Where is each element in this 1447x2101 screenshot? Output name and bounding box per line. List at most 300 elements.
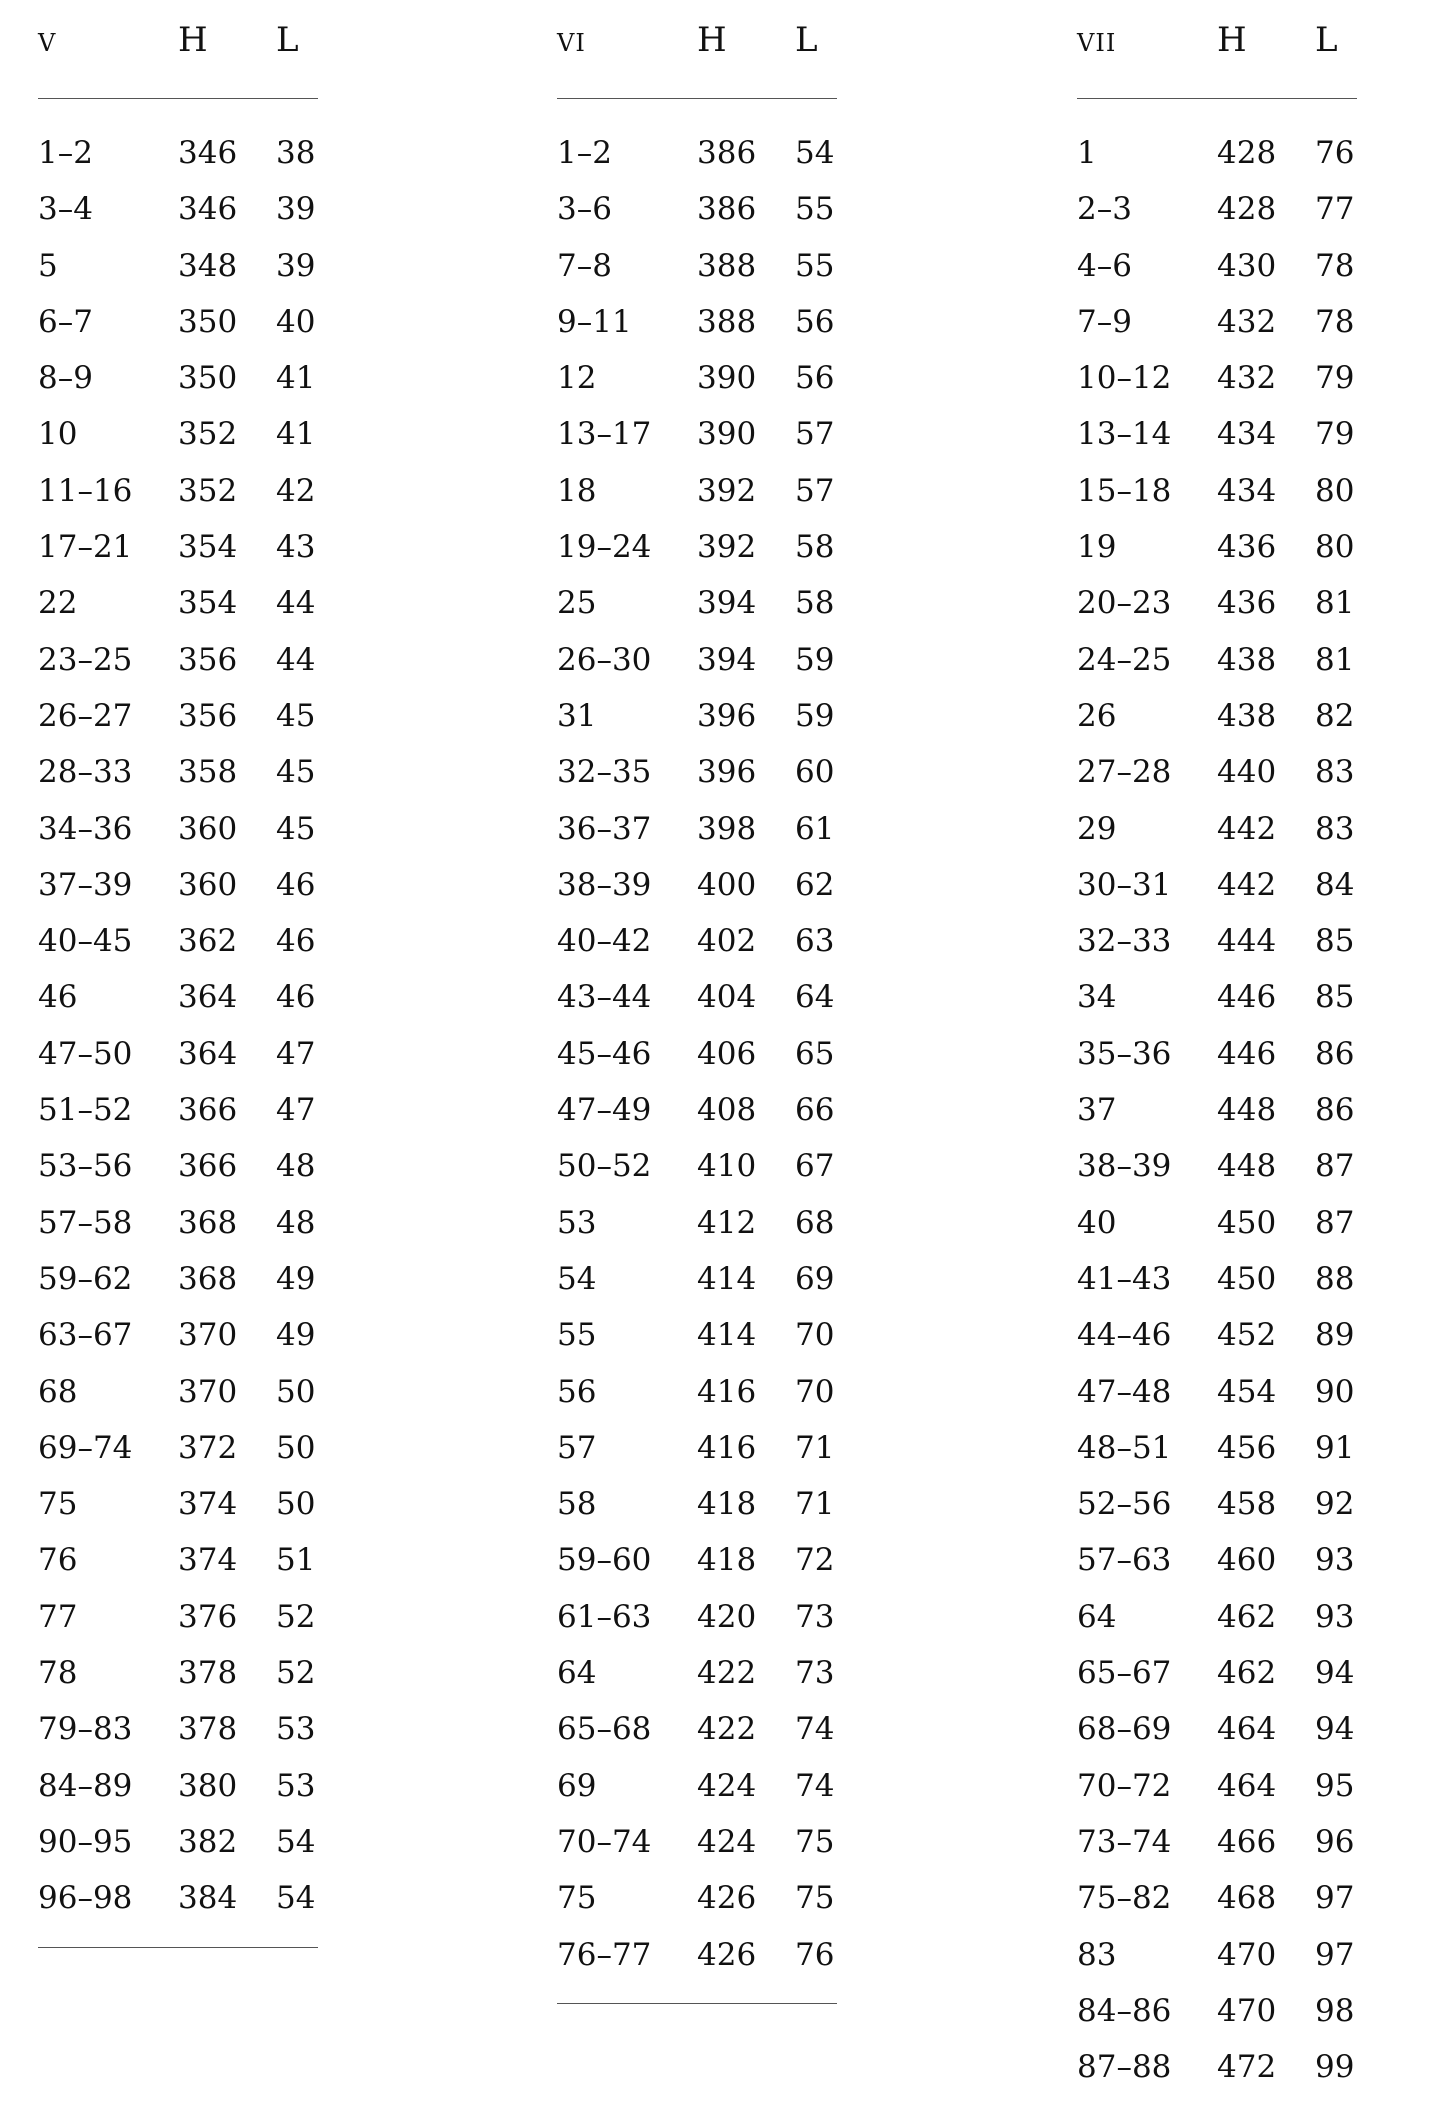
table-row xyxy=(557,187,847,243)
h-page: 400 xyxy=(697,866,757,903)
h-page: 406 xyxy=(697,1035,757,1072)
section-range: 13–17 xyxy=(557,416,652,453)
section-heading: v xyxy=(38,20,57,60)
h-page: 388 xyxy=(697,247,757,284)
footer-rule xyxy=(38,1947,318,1948)
l-page: 92 xyxy=(1315,1486,1355,1523)
section-range: 34–36 xyxy=(38,810,133,847)
l-page: 89 xyxy=(1315,1317,1355,1354)
section-range: 26–30 xyxy=(557,641,652,678)
section-heading: vii xyxy=(1077,20,1117,60)
h-page: 450 xyxy=(1217,1204,1277,1241)
l-page: 95 xyxy=(1315,1767,1355,1804)
h-page: 356 xyxy=(178,697,238,734)
table-row xyxy=(557,1144,847,1200)
table-row xyxy=(1077,300,1367,356)
section-range: 4–6 xyxy=(1077,247,1132,284)
table-row xyxy=(557,1088,847,1144)
table-row xyxy=(38,1482,328,1538)
h-page: 352 xyxy=(178,416,238,453)
l-page: 41 xyxy=(276,360,316,397)
table-row xyxy=(557,412,847,468)
table-row xyxy=(38,863,328,919)
h-page: 422 xyxy=(697,1711,757,1748)
table-row xyxy=(38,356,328,412)
h-page: 380 xyxy=(178,1767,238,1804)
h-page: 416 xyxy=(697,1429,757,1466)
section-range: 84–86 xyxy=(1077,1992,1172,2029)
section-range: 6–7 xyxy=(38,303,93,340)
table-row xyxy=(557,1933,847,1989)
h-page: 366 xyxy=(178,1092,238,1129)
table-row xyxy=(1077,1482,1367,1538)
h-page: 370 xyxy=(178,1373,238,1410)
section-range: 5 xyxy=(38,247,58,284)
h-page: 392 xyxy=(697,529,757,566)
h-page: 408 xyxy=(697,1092,757,1129)
h-page: 468 xyxy=(1217,1880,1277,1917)
l-page: 70 xyxy=(795,1317,835,1354)
table-row xyxy=(557,131,847,187)
h-page: 442 xyxy=(1217,810,1277,847)
table-row xyxy=(557,1370,847,1426)
section-range: 65–67 xyxy=(1077,1655,1172,1692)
table-row xyxy=(38,1088,328,1144)
l-page: 83 xyxy=(1315,754,1355,791)
h-page: 448 xyxy=(1217,1092,1277,1129)
section-range: 44–46 xyxy=(1077,1317,1172,1354)
table-row xyxy=(1077,863,1367,919)
h-page: 346 xyxy=(178,135,238,171)
l-page: 69 xyxy=(795,1260,835,1297)
l-page: 83 xyxy=(1315,810,1355,847)
l-page: 78 xyxy=(1315,303,1355,340)
section-range: 57–63 xyxy=(1077,1542,1172,1579)
table-row xyxy=(1077,638,1367,694)
l-page: 86 xyxy=(1315,1092,1355,1129)
table-row xyxy=(38,1032,328,1088)
l-page: 39 xyxy=(276,191,316,228)
h-page: 352 xyxy=(178,472,238,509)
section-range: 84–89 xyxy=(38,1767,133,1804)
l-page: 93 xyxy=(1315,1598,1355,1635)
section-range: 55 xyxy=(557,1317,597,1354)
l-heading: L xyxy=(795,20,818,60)
section-range: 36–37 xyxy=(557,810,652,847)
l-page: 79 xyxy=(1315,360,1355,397)
concordance-rows xyxy=(1077,131,1367,2101)
h-page: 414 xyxy=(697,1317,757,1354)
h-page: 398 xyxy=(697,810,757,847)
h-page: 396 xyxy=(697,754,757,791)
l-page: 88 xyxy=(1315,1260,1355,1297)
table-row xyxy=(557,1820,847,1876)
l-page: 85 xyxy=(1315,923,1355,960)
l-page: 46 xyxy=(276,866,316,903)
l-page: 45 xyxy=(276,810,316,847)
table-row xyxy=(38,187,328,243)
table-row xyxy=(1077,131,1367,187)
l-page: 39 xyxy=(276,247,316,284)
h-page: 386 xyxy=(697,135,757,171)
h-page: 354 xyxy=(178,529,238,566)
l-page: 48 xyxy=(276,1148,316,1185)
l-page: 53 xyxy=(276,1711,316,1748)
section-range: 59–62 xyxy=(38,1260,133,1297)
l-page: 97 xyxy=(1315,1936,1355,1973)
section-range: 69–74 xyxy=(38,1429,133,1466)
h-page: 456 xyxy=(1217,1429,1277,1466)
h-page: 354 xyxy=(178,585,238,622)
l-page: 49 xyxy=(276,1317,316,1354)
l-page: 51 xyxy=(276,1542,316,1579)
table-row xyxy=(38,1876,328,1932)
l-page: 97 xyxy=(1315,1880,1355,1917)
table-row xyxy=(557,581,847,637)
h-page: 360 xyxy=(178,810,238,847)
l-page: 82 xyxy=(1315,697,1355,734)
section-range: 40 xyxy=(1077,1204,1117,1241)
table-row xyxy=(1077,807,1367,863)
section-range: 65–68 xyxy=(557,1711,652,1748)
h-page: 366 xyxy=(178,1148,238,1185)
h-page: 444 xyxy=(1217,923,1277,960)
table-row xyxy=(38,638,328,694)
table-row xyxy=(38,1144,328,1200)
l-page: 98 xyxy=(1315,1992,1355,2029)
h-page: 424 xyxy=(697,1823,757,1860)
table-row xyxy=(557,1426,847,1482)
section-range: 37 xyxy=(1077,1092,1117,1129)
l-page: 81 xyxy=(1315,585,1355,622)
h-page: 438 xyxy=(1217,697,1277,734)
section-range: 61–63 xyxy=(557,1598,652,1635)
h-page: 436 xyxy=(1217,585,1277,622)
table-row xyxy=(557,1201,847,1257)
table-row xyxy=(1077,1201,1367,1257)
h-page: 446 xyxy=(1217,1035,1277,1072)
section-range: 96–98 xyxy=(38,1880,133,1917)
table-row xyxy=(557,525,847,581)
h-page: 460 xyxy=(1217,1542,1277,1579)
table-row xyxy=(1077,919,1367,975)
table-row xyxy=(557,1651,847,1707)
table-row xyxy=(1077,750,1367,806)
column-header xyxy=(1077,18,1367,62)
column-header xyxy=(38,18,328,62)
h-page: 368 xyxy=(178,1204,238,1241)
l-page: 44 xyxy=(276,641,316,678)
table-row xyxy=(38,1595,328,1651)
l-page: 85 xyxy=(1315,979,1355,1016)
h-page: 378 xyxy=(178,1655,238,1692)
l-page: 44 xyxy=(276,585,316,622)
header-rule xyxy=(557,98,837,99)
table-row xyxy=(557,919,847,975)
table-row xyxy=(1077,1707,1367,1763)
table-row xyxy=(557,638,847,694)
section-range: 13–14 xyxy=(1077,416,1172,453)
table-row xyxy=(38,919,328,975)
l-page: 55 xyxy=(795,191,835,228)
table-row xyxy=(1077,1426,1367,1482)
l-page: 40 xyxy=(276,303,316,340)
h-page: 370 xyxy=(178,1317,238,1354)
h-page: 412 xyxy=(697,1204,757,1241)
l-page: 47 xyxy=(276,1092,316,1129)
table-row xyxy=(38,750,328,806)
section-range: 79–83 xyxy=(38,1711,133,1748)
l-page: 76 xyxy=(1315,135,1355,171)
section-range: 1 xyxy=(1077,135,1097,171)
table-row xyxy=(38,1257,328,1313)
table-row xyxy=(1077,244,1367,300)
l-page: 73 xyxy=(795,1598,835,1635)
table-row xyxy=(1077,1933,1367,1989)
section-range: 12 xyxy=(557,360,597,397)
table-row xyxy=(1077,525,1367,581)
l-page: 73 xyxy=(795,1655,835,1692)
l-page: 41 xyxy=(276,416,316,453)
table-row xyxy=(38,244,328,300)
table-row xyxy=(557,300,847,356)
table-row xyxy=(1077,975,1367,1031)
l-page: 78 xyxy=(1315,247,1355,284)
h-page: 388 xyxy=(697,303,757,340)
header-rule xyxy=(38,98,318,99)
table-row xyxy=(38,1313,328,1369)
section-range: 34 xyxy=(1077,979,1117,1016)
l-page: 62 xyxy=(795,866,835,903)
section-range: 70–72 xyxy=(1077,1767,1172,1804)
section-range: 75–82 xyxy=(1077,1880,1172,1917)
section-range: 76–77 xyxy=(557,1936,652,1973)
section-range: 1–2 xyxy=(38,135,93,171)
l-page: 53 xyxy=(276,1767,316,1804)
l-page: 94 xyxy=(1315,1655,1355,1692)
h-page: 450 xyxy=(1217,1260,1277,1297)
section-range: 75 xyxy=(38,1486,78,1523)
section-range: 10 xyxy=(38,416,78,453)
table-row xyxy=(557,1257,847,1313)
l-page: 52 xyxy=(276,1655,316,1692)
section-range: 8–9 xyxy=(38,360,93,397)
table-row xyxy=(557,469,847,525)
l-page: 57 xyxy=(795,416,835,453)
section-range: 11–16 xyxy=(38,472,133,509)
section-range: 7–8 xyxy=(557,247,612,284)
l-page: 50 xyxy=(276,1486,316,1523)
section-range: 43–44 xyxy=(557,979,652,1016)
l-page: 56 xyxy=(795,360,835,397)
section-range: 51–52 xyxy=(38,1092,133,1129)
h-page: 470 xyxy=(1217,1936,1277,1973)
column-header xyxy=(557,18,847,62)
table-row xyxy=(557,1707,847,1763)
l-page: 66 xyxy=(795,1092,835,1129)
h-page: 410 xyxy=(697,1148,757,1185)
h-page: 396 xyxy=(697,697,757,734)
section-range: 15–18 xyxy=(1077,472,1172,509)
h-page: 426 xyxy=(697,1936,757,1973)
l-page: 52 xyxy=(276,1598,316,1635)
section-range: 40–45 xyxy=(38,923,133,960)
h-page: 362 xyxy=(178,923,238,960)
table-row xyxy=(1077,187,1367,243)
h-page: 452 xyxy=(1217,1317,1277,1354)
h-page: 376 xyxy=(178,1598,238,1635)
section-range: 46 xyxy=(38,979,78,1016)
h-page: 440 xyxy=(1217,754,1277,791)
h-page: 436 xyxy=(1217,529,1277,566)
h-page: 422 xyxy=(697,1655,757,1692)
concordance-rows xyxy=(557,131,847,1989)
section-range: 83 xyxy=(1077,1936,1117,1973)
section-range: 56 xyxy=(557,1373,597,1410)
section-range: 32–33 xyxy=(1077,923,1172,960)
l-page: 50 xyxy=(276,1373,316,1410)
table-row xyxy=(38,1370,328,1426)
l-page: 43 xyxy=(276,529,316,566)
section-range: 9–11 xyxy=(557,303,632,340)
h-page: 472 xyxy=(1217,2049,1277,2086)
h-page: 454 xyxy=(1217,1373,1277,1410)
table-row xyxy=(38,1764,328,1820)
l-page: 60 xyxy=(795,754,835,791)
l-page: 68 xyxy=(795,1204,835,1241)
section-range: 59–60 xyxy=(557,1542,652,1579)
section-range: 25 xyxy=(557,585,597,622)
l-page: 75 xyxy=(795,1823,835,1860)
section-heading: vi xyxy=(557,20,586,60)
h-page: 394 xyxy=(697,641,757,678)
table-row xyxy=(38,694,328,750)
table-row xyxy=(38,1820,328,1876)
section-range: 29 xyxy=(1077,810,1117,847)
section-range: 22 xyxy=(38,585,78,622)
l-page: 54 xyxy=(795,135,835,171)
table-row xyxy=(1077,1088,1367,1144)
section-range: 53 xyxy=(557,1204,597,1241)
table-row xyxy=(1077,1370,1367,1426)
section-range: 31 xyxy=(557,697,597,734)
l-page: 76 xyxy=(795,1936,835,1973)
section-range: 3–6 xyxy=(557,191,612,228)
l-page: 71 xyxy=(795,1486,835,1523)
h-page: 462 xyxy=(1217,1598,1277,1635)
h-page: 348 xyxy=(178,247,238,284)
table-row xyxy=(1077,581,1367,637)
h-page: 424 xyxy=(697,1767,757,1804)
section-range: 35–36 xyxy=(1077,1035,1172,1072)
section-range: 38–39 xyxy=(1077,1148,1172,1185)
table-row xyxy=(557,1595,847,1651)
l-page: 87 xyxy=(1315,1148,1355,1185)
l-page: 50 xyxy=(276,1429,316,1466)
h-page: 442 xyxy=(1217,866,1277,903)
h-page: 418 xyxy=(697,1542,757,1579)
h-page: 428 xyxy=(1217,135,1277,171)
h-page: 360 xyxy=(178,866,238,903)
section-range: 57 xyxy=(557,1429,597,1466)
table-row xyxy=(557,1876,847,1932)
l-page: 86 xyxy=(1315,1035,1355,1072)
table-row xyxy=(1077,1989,1367,2045)
section-range: 77 xyxy=(38,1598,78,1635)
l-page: 81 xyxy=(1315,641,1355,678)
section-range: 63–67 xyxy=(38,1317,133,1354)
l-page: 65 xyxy=(795,1035,835,1072)
table-row xyxy=(1077,2045,1367,2101)
l-page: 77 xyxy=(1315,191,1355,228)
section-range: 38–39 xyxy=(557,866,652,903)
section-range: 17–21 xyxy=(38,529,133,566)
table-row xyxy=(1077,694,1367,750)
section-range: 28–33 xyxy=(38,754,133,791)
h-heading: H xyxy=(1217,20,1247,60)
h-page: 448 xyxy=(1217,1148,1277,1185)
section-range: 30–31 xyxy=(1077,866,1172,903)
l-page: 80 xyxy=(1315,472,1355,509)
h-page: 346 xyxy=(178,191,238,228)
section-range: 19–24 xyxy=(557,529,652,566)
h-page: 350 xyxy=(178,360,238,397)
l-page: 99 xyxy=(1315,2049,1355,2086)
h-page: 432 xyxy=(1217,360,1277,397)
section-range: 70–74 xyxy=(557,1823,652,1860)
table-row xyxy=(38,807,328,863)
header-rule xyxy=(1077,98,1357,99)
h-page: 470 xyxy=(1217,1992,1277,2029)
table-row xyxy=(38,525,328,581)
table-row xyxy=(557,975,847,1031)
section-range: 27–28 xyxy=(1077,754,1172,791)
table-row xyxy=(557,694,847,750)
l-page: 49 xyxy=(276,1260,316,1297)
table-row xyxy=(38,1651,328,1707)
section-range: 41–43 xyxy=(1077,1260,1172,1297)
l-page: 74 xyxy=(795,1767,835,1804)
section-range: 52–56 xyxy=(1077,1486,1172,1523)
section-range: 20–23 xyxy=(1077,585,1172,622)
table-row xyxy=(38,581,328,637)
l-page: 74 xyxy=(795,1711,835,1748)
concordance-rows xyxy=(38,131,328,1933)
table-row xyxy=(1077,1313,1367,1369)
l-page: 64 xyxy=(795,979,835,1016)
l-page: 38 xyxy=(276,135,316,171)
l-page: 56 xyxy=(795,303,835,340)
l-page: 94 xyxy=(1315,1711,1355,1748)
table-row xyxy=(1077,469,1367,525)
h-page: 394 xyxy=(697,585,757,622)
section-range: 32–35 xyxy=(557,754,652,791)
h-page: 368 xyxy=(178,1260,238,1297)
section-range: 40–42 xyxy=(557,923,652,960)
table-row xyxy=(1077,1651,1367,1707)
h-page: 390 xyxy=(697,360,757,397)
h-page: 364 xyxy=(178,979,238,1016)
section-range: 47–48 xyxy=(1077,1373,1172,1410)
table-row xyxy=(557,807,847,863)
h-page: 416 xyxy=(697,1373,757,1410)
table-row xyxy=(38,1201,328,1257)
h-page: 382 xyxy=(178,1823,238,1860)
l-page: 54 xyxy=(276,1823,316,1860)
section-range: 50–52 xyxy=(557,1148,652,1185)
h-page: 446 xyxy=(1217,979,1277,1016)
table-row xyxy=(557,1764,847,1820)
